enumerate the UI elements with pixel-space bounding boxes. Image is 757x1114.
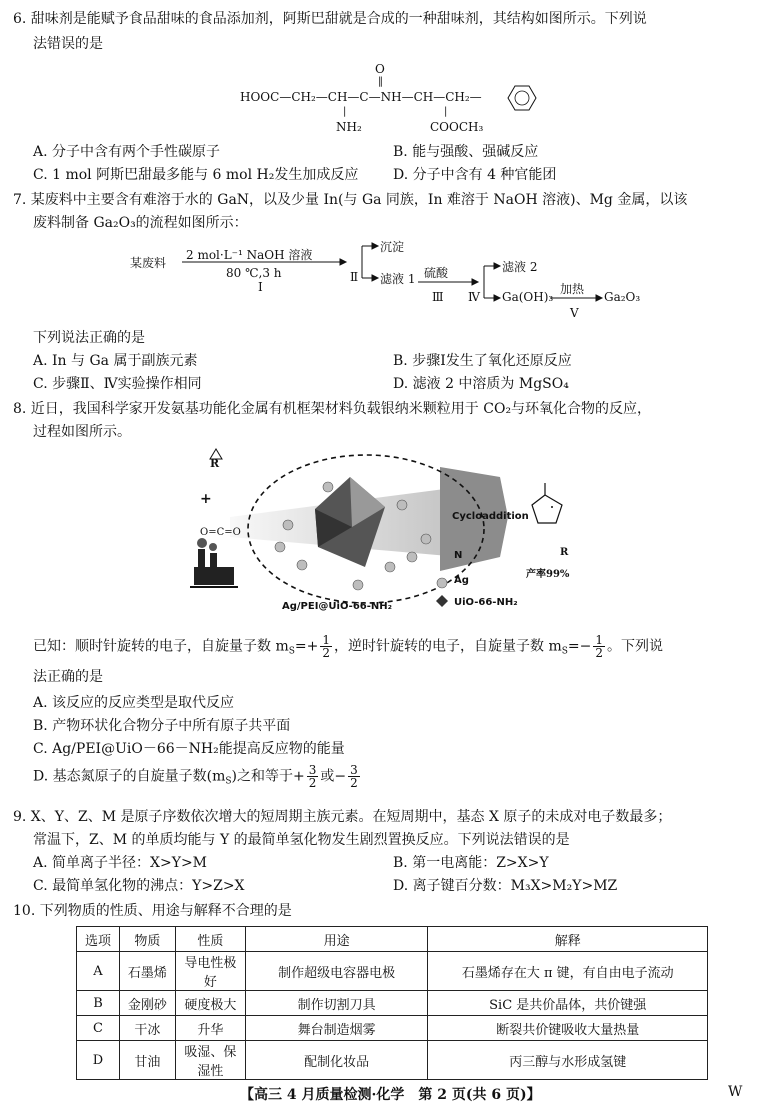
cell-option: A: [77, 952, 120, 991]
q8-option-b: B. 产物环状化合物分子中所有原子共平面: [33, 718, 291, 734]
q8-option-d-b: )之和等于+: [231, 768, 305, 785]
fig-r1: R: [210, 457, 220, 470]
q9-stem-line2: 常温下，Z、M 的单质均能与 Y 的最简单氢化物发生剧烈置换反应。下列说法错误的是: [33, 832, 570, 848]
q6-bond1: |: [343, 106, 347, 117]
flow-reagent1: 2 mol·L⁻¹ NaOH 溶液: [186, 248, 313, 262]
cell-use: 舞台制造烟雾: [245, 1016, 428, 1041]
q8-stem-line2: 过程如图所示。: [33, 424, 131, 440]
q6-main-chain: HOOC—CH₂—CH—C—NH—CH—CH₂—: [240, 90, 482, 104]
q8-frac-num-2: 1: [595, 633, 604, 647]
q7-stem-line2: 废料制备 Ga₂O₃的流程如图所示：: [33, 215, 248, 231]
fig-yield: 产率99%: [526, 569, 570, 580]
q8-d-den-1: 2: [308, 776, 317, 790]
flow-filtrate2: 滤液 2: [502, 260, 538, 274]
q8-known-c: ，逆时针旋转的电子，自旋量子数 m: [334, 638, 562, 655]
cell-property: 吸湿、保湿性: [175, 1041, 245, 1080]
q8-option-d: [33, 764, 362, 789]
page-footer: 【高三 4 月质量检测·化学 第 2 页(共 6 页)】: [240, 1087, 541, 1103]
table-header-row: [77, 927, 708, 952]
q8-stem-line4: 法正确的是: [33, 669, 103, 685]
flow-reagent2: 硫酸: [424, 266, 449, 280]
flow-step1: Ⅰ: [258, 280, 263, 294]
cell-substance: 甘油: [119, 1041, 175, 1080]
fig-legend-uio: UiO-66-NH₂: [454, 597, 518, 608]
q6-carbonyl-o: O: [375, 62, 385, 76]
flow-gaoh3: Ga(OH)₃: [502, 290, 554, 304]
flow-precipitate: 沉淀: [380, 240, 405, 254]
q8-option-d-c: 或−: [320, 768, 347, 785]
flow-start: 某废料: [130, 256, 167, 270]
q7-option-c: C. 步骤Ⅱ、Ⅳ实验操作相同: [33, 376, 202, 392]
table-row: [77, 952, 708, 991]
q6-stem-line2: 法错误的是: [33, 36, 103, 52]
table-row: [77, 1016, 708, 1041]
fig-legend-n: N: [454, 550, 463, 561]
cell-substance: 金刚砂: [119, 991, 175, 1016]
q8-d-num-2: 3: [350, 763, 358, 777]
q6-structure: [240, 60, 550, 136]
q6-nh2: NH₂: [336, 120, 362, 134]
q8-d-den-2: 2: [350, 776, 358, 790]
q6-stem-line1: 6. 甜味剂是能赋予食品甜味的食品添加剂，阿斯巴甜就是合成的一种甜味剂，其结构如图所示。下列说: [13, 11, 647, 27]
q8-stem-line1: 8. 近日，我国科学家开发氨基功能化金属有机框架材料负载银纳米颗粒用于 CO₂与环氧化合物的反应，: [13, 401, 652, 417]
cell-property: 导电性极好: [175, 952, 245, 991]
fig-arrow-label: Cycloaddition: [452, 511, 529, 522]
q8-known-d: =−: [567, 638, 592, 655]
cell-explanation: 丙三醇与水形成氢键: [428, 1041, 708, 1080]
fig-plus: +: [200, 491, 212, 507]
q10-table: [76, 926, 708, 1080]
flow-step4: Ⅳ: [468, 290, 480, 304]
cell-option: C: [77, 1016, 120, 1041]
cell-substance: 干冰: [119, 1016, 175, 1041]
q8-known-line: [33, 634, 663, 659]
cell-property: 硬度极大: [175, 991, 245, 1016]
q8-d-num-1: 3: [308, 763, 317, 777]
q8-frac-three-halves-1: [307, 764, 319, 789]
catalysis-illustration-icon: [190, 447, 578, 619]
q8-frac-half-1: [320, 634, 332, 659]
q10-stem: 10. 下列物质的性质、用途与解释不合理的是: [13, 903, 292, 919]
q7-option-a: A. In 与 Ga 属于副族元素: [33, 353, 198, 369]
q8-frac-three-halves-2: [348, 764, 360, 789]
header-explanation: 解释: [428, 927, 708, 952]
q8-ms-sub-3: S: [225, 776, 232, 787]
q8-reaction-figure: [190, 447, 578, 619]
flow-step3: Ⅲ: [432, 290, 444, 304]
q8-known-a: 已知：顺时针旋转的电子，自旋量子数 m: [33, 638, 289, 655]
fig-catalyst-label: Ag/PEI@UiO-66-NH₂: [282, 601, 392, 612]
table-row: [77, 991, 708, 1016]
header-property: 性质: [175, 927, 245, 952]
flow-product: Ga₂O₃: [604, 290, 641, 304]
cell-property: 升华: [175, 1016, 245, 1041]
flow-filtrate1: 滤液 1: [380, 272, 416, 286]
header-substance: 物质: [119, 927, 175, 952]
q8-option-d-a: D. 基态氮原子的自旋量子数(m: [33, 768, 226, 785]
q6-option-d: D. 分子中含有 4 种官能团: [393, 167, 557, 183]
q9-option-d: D. 离子键百分数：M₃X>M₂Y>MZ: [393, 878, 618, 894]
q9-option-c: C. 最简单氢化物的沸点：Y>Z>X: [33, 878, 245, 894]
q7-option-d: D. 滤液 2 中溶质为 MgSO₄: [393, 376, 569, 392]
flow-condition1: 80 ℃,3 h: [226, 266, 282, 280]
cell-use: 制作超级电容器电极: [245, 952, 428, 991]
table-row: [77, 1041, 708, 1080]
q8-known-e: 。下列说: [607, 638, 664, 655]
q7-question: 下列说法正确的是: [33, 330, 145, 346]
q6-bond2: |: [444, 106, 448, 117]
q7-option-b: B. 步骤Ⅰ发生了氧化还原反应: [393, 353, 572, 369]
q8-frac-den-2: 2: [595, 646, 604, 660]
q9-stem-line1: 9. X、Y、Z、M 是原子序数依次增大的短周期主族元素。在短周期中，基态 X 原子的未成对电子数最多；: [13, 809, 672, 825]
benzene-ring-icon: [507, 84, 537, 112]
q6-option-a: A. 分子中含有两个手性碳原子: [33, 144, 221, 160]
fig-legend-ag: Ag: [454, 575, 469, 586]
cell-option: D: [77, 1041, 120, 1080]
cell-use: 制作切割刀具: [245, 991, 428, 1016]
q6-double-bond: ‖: [378, 76, 383, 87]
cell-explanation: 断裂共价键吸收大量热量: [428, 1016, 708, 1041]
q6-cooch3: COOCH₃: [430, 120, 484, 134]
header-option: 选项: [77, 927, 120, 952]
cell-explanation: 石墨烯存在大 π 键，有自由电子流动: [428, 952, 708, 991]
q8-frac-half-2: [593, 634, 605, 659]
cell-use: 配制化妆品: [245, 1041, 428, 1080]
fig-r2: R: [560, 547, 569, 558]
header-use: 用途: [245, 927, 428, 952]
q8-frac-den-1: 2: [322, 646, 331, 660]
q7-flow-diagram: [130, 232, 650, 324]
flow-step2: Ⅱ: [350, 270, 359, 284]
footer-mark: W: [728, 1084, 743, 1100]
flow-step5: Ⅴ: [570, 306, 579, 320]
q9-option-b: B. 第一电离能：Z>X>Y: [393, 855, 549, 871]
q6-option-c: C. 1 mol 阿斯巴甜最多能与 6 mol H₂发生加成反应: [33, 167, 359, 183]
cell-substance: 石墨烯: [119, 952, 175, 991]
q9-option-a: A. 简单离子半径：X>Y>M: [33, 855, 208, 871]
q7-stem-line1: 7. 某废料中主要含有难溶于水的 GaN，以及少量 In(与 Ga 同族，In 难溶于 NaOH 溶液)、Mg 金属，以该: [13, 192, 688, 208]
fig-co2: O=C=O: [200, 527, 241, 538]
q8-option-a: A. 该反应的反应类型是取代反应: [33, 695, 235, 711]
q6-option-b: B. 能与强酸、强碱反应: [393, 144, 539, 160]
q8-frac-num-1: 1: [322, 633, 331, 647]
cell-option: B: [77, 991, 120, 1016]
q8-option-c: C. Ag/PEI@UiO－66－NH₂能提高反应物的能量: [33, 741, 345, 757]
q8-known-b: =+: [294, 638, 319, 655]
q8-ms-sub-2: S: [561, 646, 568, 657]
flow-heat: 加热: [560, 282, 585, 296]
q8-ms-sub-1: S: [288, 646, 295, 657]
cell-explanation: SiC 是共价晶体，共价键强: [428, 991, 708, 1016]
